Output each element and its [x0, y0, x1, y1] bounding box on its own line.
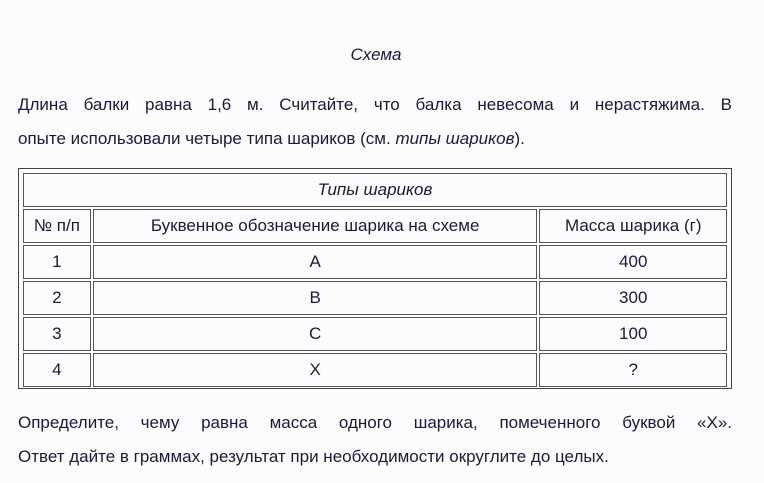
- ball-types-table-frame: [18, 168, 732, 389]
- question-line-1: Определите, чему равна масса одного шарика, помеченного буквой «X».: [18, 413, 732, 432]
- cell-letter: A: [93, 245, 538, 279]
- cell-mass: 100: [539, 317, 727, 351]
- intro-line-2-start: опыте использовали четыре типа шариков (см.: [18, 129, 396, 148]
- table-row: [23, 245, 727, 279]
- cell-number: 2: [23, 281, 91, 315]
- header-number: № п/п: [23, 209, 91, 243]
- cell-mass: 300: [539, 281, 727, 315]
- cell-number: 1: [23, 245, 91, 279]
- cell-mass: ?: [539, 353, 727, 387]
- ball-types-table: [21, 171, 729, 389]
- table-title-row: [23, 173, 727, 207]
- header-mass: Масса шарика (г): [539, 209, 727, 243]
- table-title: Типы шариков: [23, 173, 727, 207]
- cell-letter: X: [93, 353, 538, 387]
- cell-letter: B: [93, 281, 538, 315]
- intro-paragraph: [18, 88, 732, 156]
- cell-letter: C: [93, 317, 538, 351]
- intro-line-2-end: ).: [514, 129, 525, 148]
- intro-line-2: [18, 122, 732, 156]
- question-line-2: Ответ дайте в граммах, результат при необходимости округлите до целых.: [18, 447, 609, 466]
- table-row: [23, 317, 727, 351]
- cell-number: 3: [23, 317, 91, 351]
- cell-mass: 400: [539, 245, 727, 279]
- cell-number: 4: [23, 353, 91, 387]
- table-header-row: [23, 209, 727, 243]
- table-row: [23, 353, 727, 387]
- question-paragraph: [18, 406, 732, 474]
- table-row: [23, 281, 727, 315]
- header-letter: Буквенное обозначение шарика на схеме: [93, 209, 538, 243]
- intro-table-reference: типы шариков: [395, 129, 515, 148]
- intro-line-1: Длина балки равна 1,6 м. Считайте, что балка невесома и нерастяжима. В: [18, 95, 732, 114]
- figure-caption: Схема: [350, 45, 402, 64]
